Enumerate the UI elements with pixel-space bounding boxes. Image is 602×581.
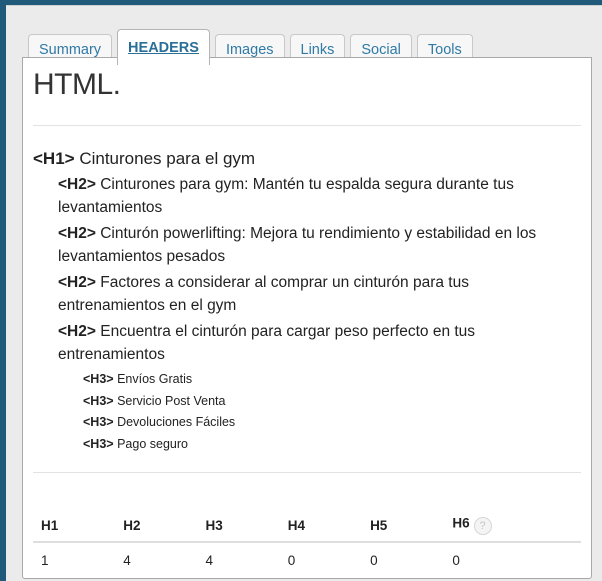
h2-tag: <H2> (58, 323, 96, 340)
col-h4: H4 (280, 498, 362, 542)
divider (33, 472, 581, 473)
h3-text: Envíos Gratis (117, 372, 193, 386)
col-h5: H5 (362, 498, 444, 542)
h2-item (33, 222, 577, 268)
count-h6: 0 (452, 553, 460, 568)
headers-panel (22, 57, 592, 579)
help-icon[interactable]: ? (474, 517, 492, 535)
divider (33, 125, 581, 126)
panel-title: HTML. (33, 68, 121, 101)
h3-text: Pago seguro (117, 436, 188, 451)
h2-text: Cinturón powerlifting: Mejora tu rendimiento y estabilidad en los levantamientos pesados (58, 225, 537, 265)
h2-text: Factores a considerar al comprar un cinturón para tus entrenamientos en el gym (58, 274, 469, 314)
count-h1: 1 (41, 553, 49, 568)
heading-tree (33, 146, 577, 455)
heading-counts (33, 498, 581, 578)
h2-tag: <H2> (58, 274, 96, 291)
col-h1: H1 (33, 498, 115, 542)
count-h5: 0 (370, 553, 378, 568)
tab-summary[interactable]: Summary (28, 34, 112, 64)
h3-text: Devoluciones Fáciles (117, 415, 236, 429)
h2-text: Encuentra el cinturón para cargar peso perfecto en tus entrenamientos (58, 323, 476, 363)
h2-tag: <H2> (58, 225, 96, 242)
h3-item (33, 391, 577, 413)
tab-images[interactable]: Images (215, 34, 285, 64)
tab-social[interactable]: Social (350, 34, 412, 64)
h3-tag: <H3> (83, 415, 114, 429)
h2-tag: <H2> (58, 176, 96, 193)
col-h6-label: H6 (452, 515, 470, 531)
h2-item (33, 271, 577, 317)
col-h2: H2 (115, 498, 197, 542)
h3-tag: <H3> (83, 436, 114, 451)
h1-tag: <H1> (33, 149, 75, 168)
heading-count-table (33, 498, 581, 578)
tab-tools[interactable]: Tools (417, 34, 473, 64)
h3-text: Servicio Post Venta (117, 393, 226, 408)
count-h2: 4 (123, 553, 131, 568)
h3-item (33, 412, 577, 434)
h3-tag: <H3> (83, 393, 114, 408)
h1-item (33, 146, 577, 172)
h2-text: Cinturones para gym: Mantén tu espalda segura durante tus levantamientos (58, 176, 514, 216)
tab-links[interactable]: Links (290, 34, 346, 64)
h3-tag: <H3> (83, 372, 114, 386)
count-h4: 0 (287, 553, 296, 568)
h3-item (33, 434, 577, 456)
table-row (33, 542, 581, 578)
h3-item (33, 369, 577, 391)
h2-item (33, 320, 577, 366)
col-h6 (444, 498, 581, 542)
tab-headers[interactable]: HEADERS (117, 29, 210, 65)
col-h3: H3 (198, 498, 280, 542)
h1-text: Cinturones para el gym (79, 149, 256, 168)
h2-item (33, 173, 577, 219)
count-h3: 4 (205, 553, 214, 568)
